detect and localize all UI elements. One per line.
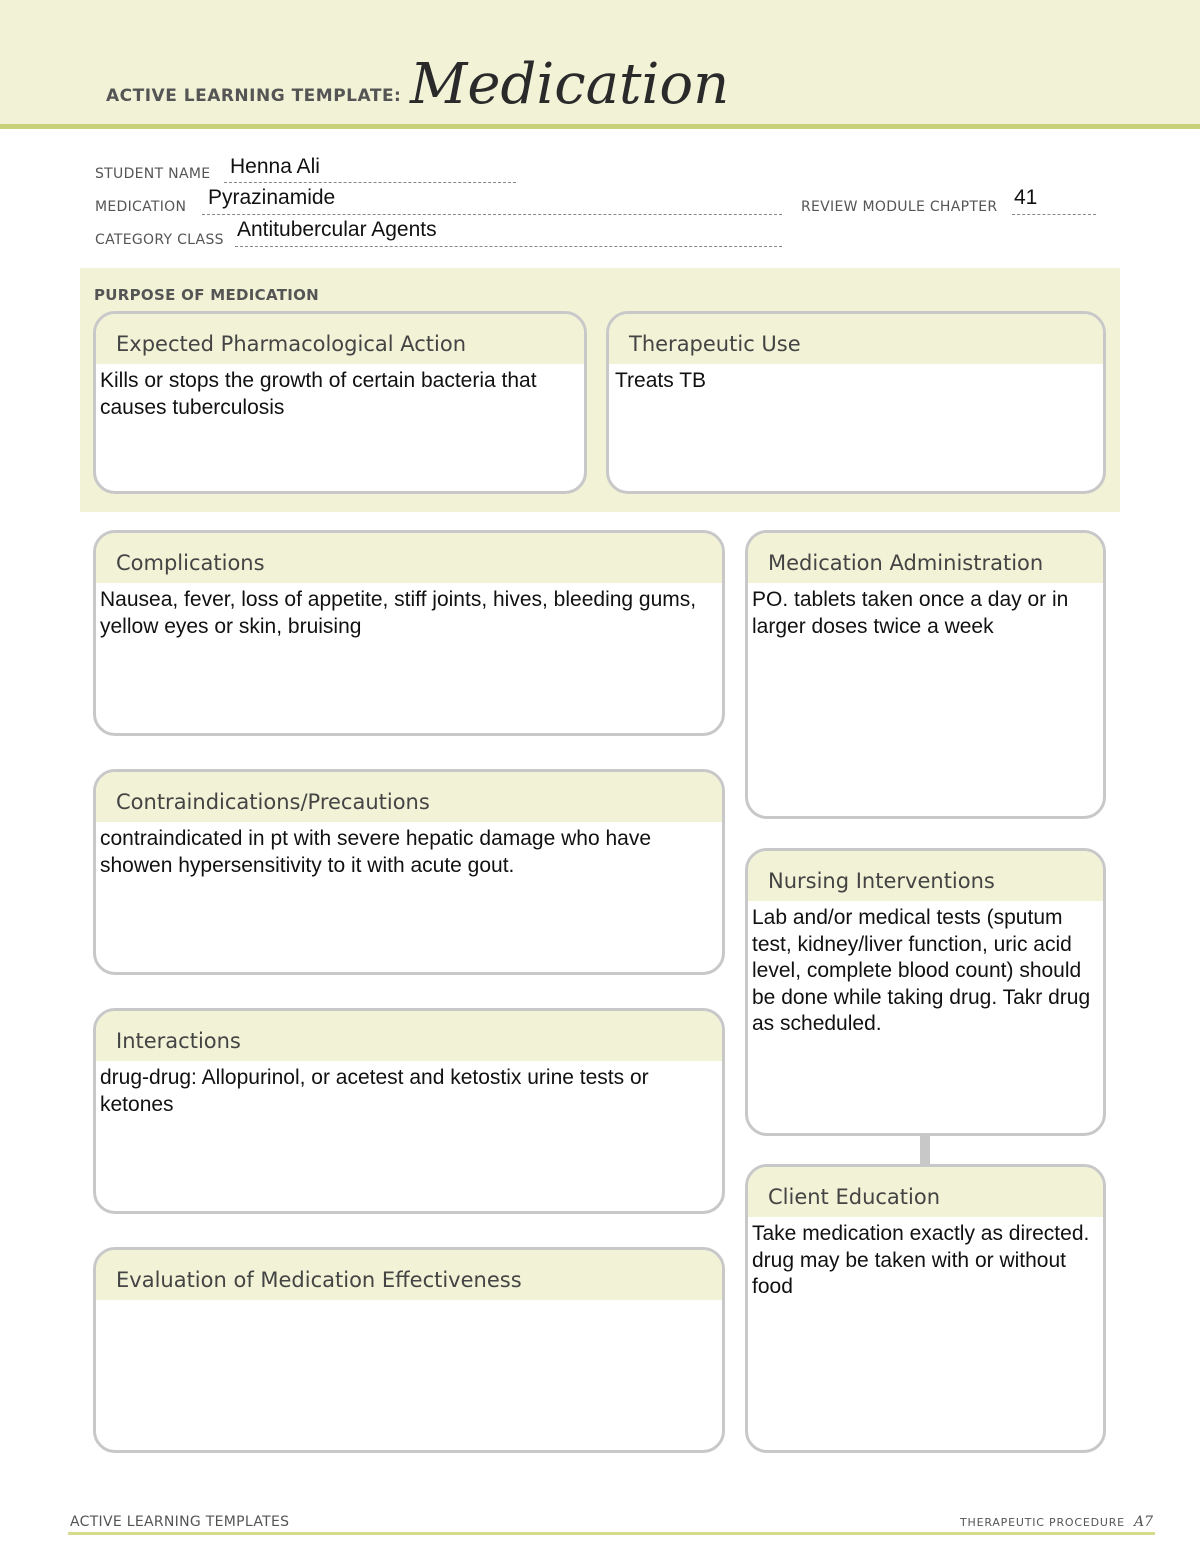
interactions-heading: Interactions bbox=[96, 1011, 722, 1061]
evaluation-text[interactable] bbox=[96, 1300, 722, 1304]
medication-field[interactable]: Pyrazinamide bbox=[208, 186, 336, 209]
footer-right-label: THERAPEUTIC PROCEDURE bbox=[960, 1516, 1125, 1529]
medication-administration-box[interactable] bbox=[745, 530, 1106, 819]
nursing-interventions-box[interactable] bbox=[745, 848, 1106, 1136]
expected-action-heading: Expected Pharmacological Action bbox=[96, 314, 584, 364]
nursing-interventions-text[interactable]: Lab and/or medical tests (sputum test, kidney/liver function, uric acid level, complete blood count) should be done while taking drug. Takr drug as scheduled. bbox=[752, 906, 1091, 1035]
therapeutic-use-text[interactable]: Treats TB bbox=[615, 369, 707, 392]
nursing-interventions-heading: Nursing Interventions bbox=[748, 851, 1103, 901]
category-class-line bbox=[235, 246, 782, 247]
page-header bbox=[0, 0, 1200, 129]
review-module-line bbox=[1012, 214, 1096, 215]
evaluation-box[interactable] bbox=[93, 1247, 725, 1453]
complications-box[interactable] bbox=[93, 530, 725, 736]
complications-heading: Complications bbox=[96, 533, 722, 583]
medication-administration-heading: Medication Administration bbox=[748, 533, 1103, 583]
evaluation-heading: Evaluation of Medication Effectiveness bbox=[96, 1250, 722, 1300]
review-module-label: REVIEW MODULE CHAPTER bbox=[801, 199, 998, 215]
review-module-field[interactable]: 41 bbox=[1014, 186, 1038, 209]
expected-action-text[interactable]: Kills or stops the growth of certain bacteria that causes tuberculosis bbox=[100, 369, 537, 419]
purpose-title: PURPOSE OF MEDICATION bbox=[94, 286, 320, 304]
contraindications-text[interactable]: contraindicated in pt with severe hepatic damage who have showen hypersensitivity to it with acute gout. bbox=[100, 827, 652, 877]
therapeutic-use-box[interactable] bbox=[606, 311, 1106, 494]
medication-line bbox=[202, 214, 782, 215]
medication-administration-text[interactable]: PO. tablets taken once a day or in larger doses twice a week bbox=[752, 588, 1069, 638]
page-number: A7 bbox=[1134, 1514, 1154, 1530]
expected-action-box[interactable] bbox=[93, 311, 587, 494]
page-title: Medication bbox=[410, 52, 730, 117]
client-education-box[interactable] bbox=[745, 1164, 1106, 1453]
student-name-line bbox=[224, 182, 516, 183]
footer-left-label: ACTIVE LEARNING TEMPLATES bbox=[70, 1514, 290, 1530]
medication-label: MEDICATION bbox=[95, 199, 187, 215]
category-class-label: CATEGORY CLASS bbox=[95, 232, 224, 248]
contraindications-heading: Contraindications/Precautions bbox=[96, 772, 722, 822]
template-prefix: ACTIVE LEARNING TEMPLATE: bbox=[106, 86, 402, 106]
category-class-field[interactable]: Antitubercular Agents bbox=[237, 218, 437, 241]
footer-divider bbox=[68, 1532, 1155, 1535]
client-education-heading: Client Education bbox=[748, 1167, 1103, 1217]
box-connector bbox=[920, 1134, 930, 1166]
interactions-text[interactable]: drug-drug: Allopurinol, or acetest and ketostix urine tests or ketones bbox=[100, 1066, 649, 1116]
interactions-box[interactable] bbox=[93, 1008, 725, 1214]
student-name-label: STUDENT NAME bbox=[95, 166, 211, 182]
client-education-text[interactable]: Take medication exactly as directed. drug may be taken with or without food bbox=[752, 1222, 1090, 1298]
contraindications-box[interactable] bbox=[93, 769, 725, 975]
complications-text[interactable]: Nausea, fever, loss of appetite, stiff joints, hives, bleeding gums, yellow eyes or skin, bruising bbox=[100, 588, 697, 638]
therapeutic-use-heading: Therapeutic Use bbox=[609, 314, 1103, 364]
student-name-field[interactable]: Henna Ali bbox=[230, 155, 320, 178]
